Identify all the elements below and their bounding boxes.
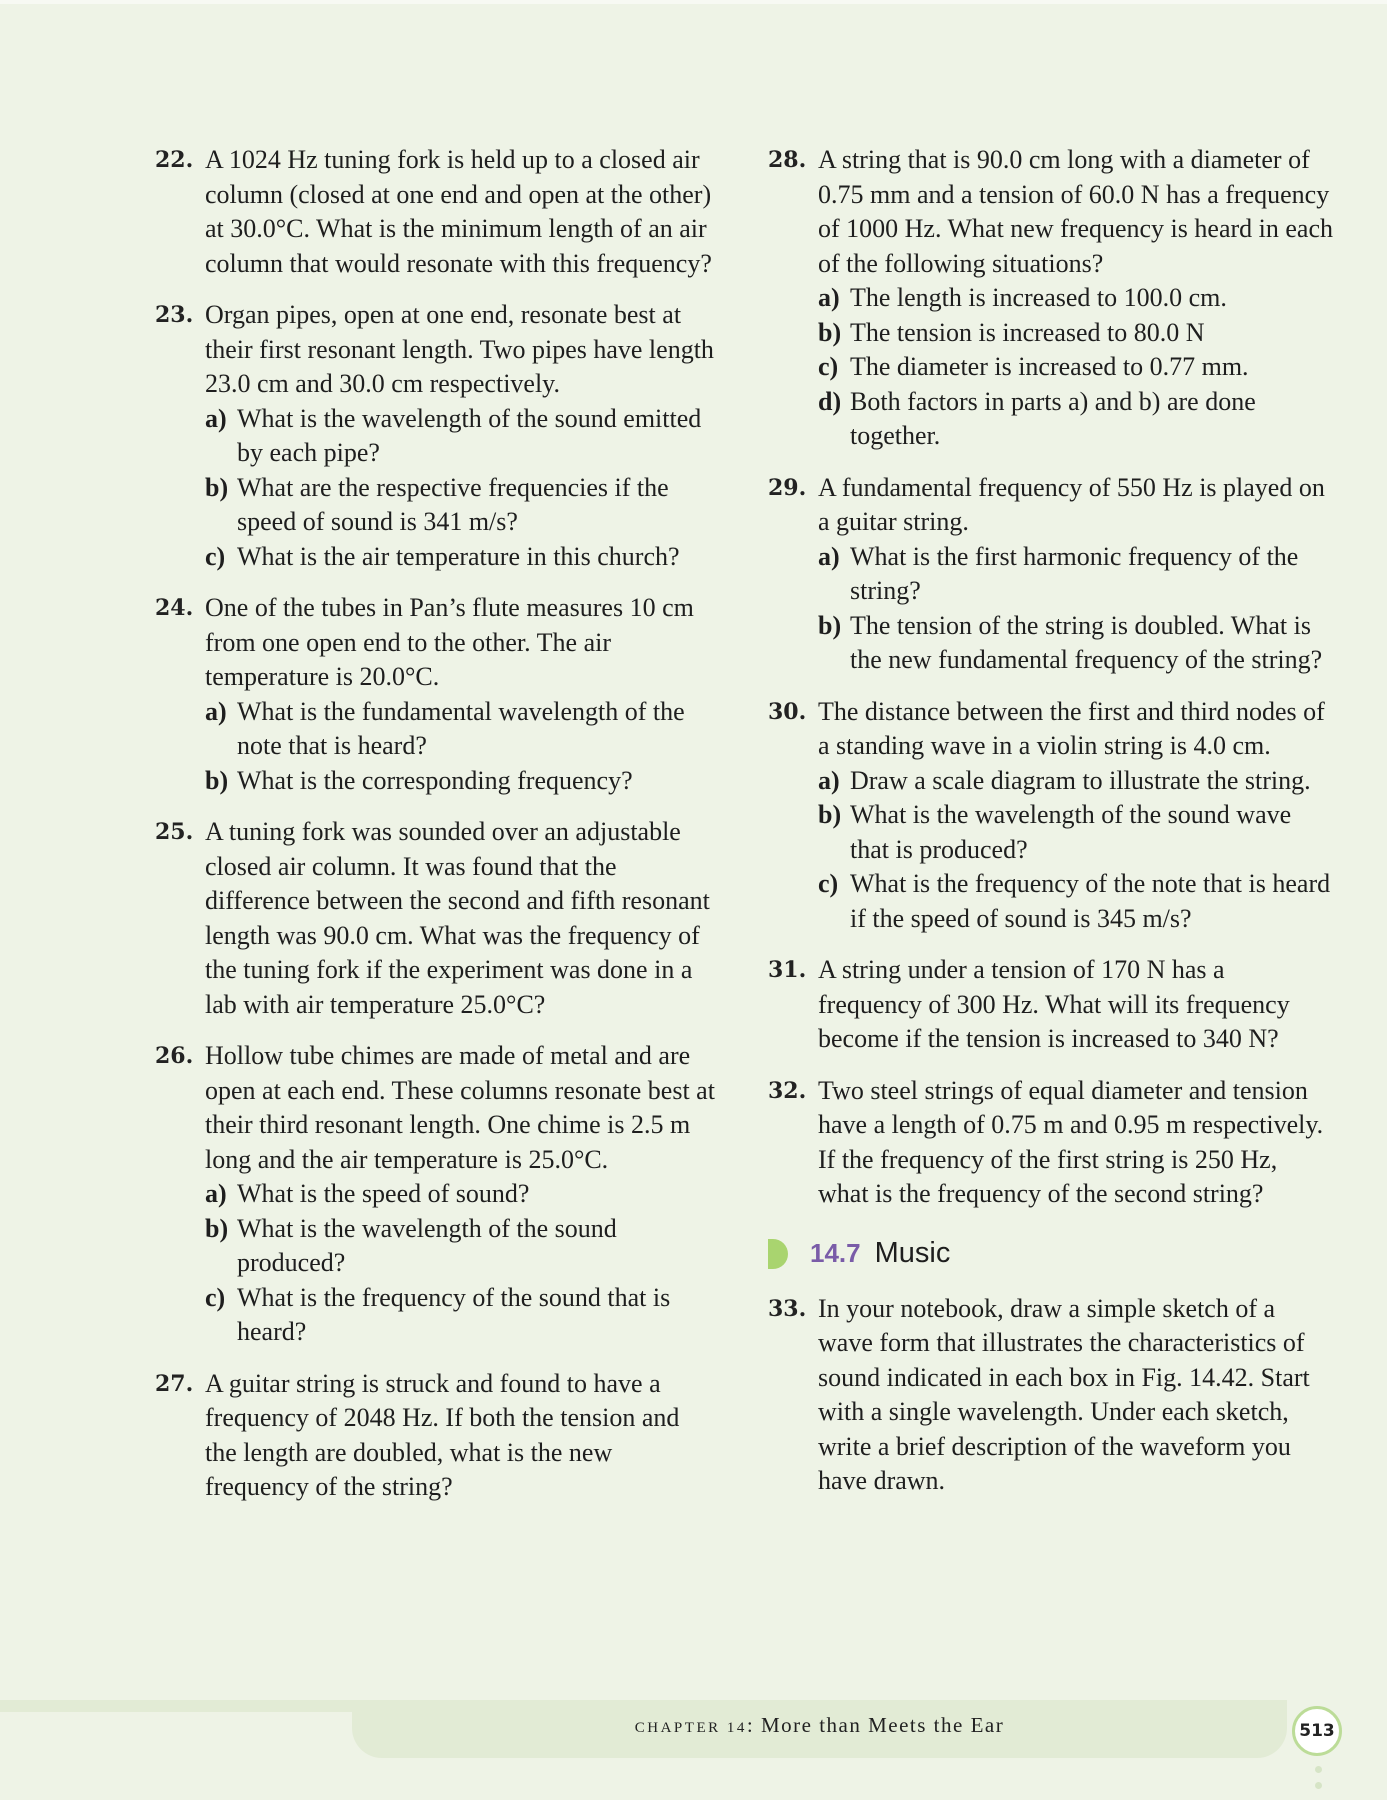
subpart-letter: a) [205,696,227,726]
section-problem-list [768,1292,1333,1499]
subpart-letter: b) [205,472,229,502]
subpart-item [205,1281,715,1350]
subpart-letter: a) [818,283,840,312]
problem-item [768,471,1333,678]
subpart-text: What is the air temperature in this church? [237,541,680,571]
subpart-item [818,609,1333,678]
subpart-letter: a) [205,1179,227,1208]
subpart-item [818,867,1333,936]
problem-text: A string that is 90.0 cm long with a diameter of 0.75 mm and a tension of 60.0 N has a frequency of 1000 Hz. What new frequency is heard in each of the following situations? [818,145,1333,278]
right-column [768,143,1333,1516]
problem-text: A tuning fork was sounded over an adjustable closed air column. It was found that the difference between the second and fifth resonant length was 90.0 cm. What was the frequency of the tuning fork if the experiment was done in a lab with air temperature 25.0°C? [205,817,710,1019]
footer-chapter-label: CHAPTER 14 [634,1720,747,1736]
problem-number: 30. [768,698,807,725]
subpart-item [818,281,1333,316]
subpart-letter: a) [205,403,227,433]
subpart-text: Both factors in parts a) and b) are done together. [850,386,1256,450]
subpart-item [205,1212,715,1281]
problem-number: 29. [768,474,807,501]
section-heading [768,1234,1333,1274]
right-problem-list [768,143,1333,1212]
subpart-list [205,402,715,575]
subpart-letter: b) [205,1213,229,1243]
subpart-letter: b) [818,317,842,347]
problem-item [768,1074,1333,1212]
subpart-list [818,281,1333,454]
subpart-list [818,540,1333,678]
subpart-text: What is the frequency of the note that is heard if the speed of sound is 345 m/s? [850,869,1331,933]
subpart-text: What is the frequency of the sound that is heard? [237,1282,671,1346]
footer-chapter [352,1713,1287,1738]
section-title: Music [874,1237,951,1269]
subpart-item [818,798,1333,867]
subpart-letter: d) [818,386,842,416]
subpart-text: What is the speed of sound? [237,1179,530,1208]
problem-item [155,143,715,281]
subpart-text: What is the wavelength of the sound wave that is produced? [850,800,1292,864]
footer-band-left [0,1700,352,1712]
subpart-item [818,385,1333,454]
problem-number: 23. [155,302,194,328]
problem-text: Hollow tube chimes are made of metal and are open at each end. These columns resonate best at their third resonant length. One chime is 2.5 m long and the air temperature is 25.0°C. [205,1041,715,1174]
subpart-item [205,402,715,471]
problem-item [155,1367,715,1505]
subpart-text: The tension of the string is doubled. What is the new fundamental frequency of the string? [850,610,1323,674]
subpart-letter: c) [205,541,226,571]
problem-number: 33. [768,1295,807,1322]
footer-separator: : [746,1713,761,1737]
page-dot-2 [1315,1782,1322,1789]
subpart-item [818,350,1333,385]
subpart-letter: c) [205,1282,226,1312]
subpart-letter: c) [818,869,839,898]
subpart-text: The length is increased to 100.0 cm. [850,283,1227,312]
problem-text: A 1024 Hz tuning fork is held up to a closed air column (closed at one end and open at the other) at 30.0°C. What is the minimum length of an air column that would resonate with this frequency? [205,145,712,278]
subpart-list [205,1177,715,1350]
subpart-text: What are the respective frequencies if the speed of sound is 341 m/s? [237,472,669,536]
subpart-item [205,764,715,799]
left-column [155,143,715,1522]
problem-text: A string under a tension of 170 N has a frequency of 300 Hz. What will its frequency become if the tension is increased to 340 N? [818,955,1290,1053]
subpart-letter: c) [818,352,839,381]
problem-number: 26. [155,1043,194,1069]
subpart-text: The tension is increased to 80.0 N [850,317,1205,347]
subpart-letter: b) [205,765,229,795]
problem-item [768,1292,1333,1499]
problem-item [155,298,715,574]
problem-number: 24. [155,595,194,621]
section-number: 14.7 [810,1238,861,1268]
problem-item [768,953,1333,1057]
problem-text: Organ pipes, open at one end, resonate best at their first resonant length. Two pipes have length 23.0 cm and 30.0 cm respectively. [205,300,714,398]
problem-text: A fundamental frequency of 550 Hz is played on a guitar string. [818,472,1325,536]
page-top-edge [0,0,1387,4]
problem-text: In your notebook, draw a simple sketch of a wave form that illustrates the characteristics of sound indicated in each box in Fig. 14.42. Start with a single wavelength. Under each sketch, write a brief description of the waveform you have drawn. [818,1293,1310,1495]
problem-item [155,1039,715,1350]
problem-item [768,695,1333,937]
subpart-text: What is the wavelength of the sound produced? [237,1213,617,1277]
subpart-text: What is the fundamental wavelength of the note that is heard? [237,696,685,760]
problem-item [768,143,1333,454]
subpart-list [205,695,715,799]
problem-text: Two steel strings of equal diameter and tension have a length of 0.75 m and 0.95 m respectively. If the frequency of the first string is 250 Hz, what is the frequency of the second string? [818,1075,1324,1208]
subpart-item [818,764,1333,799]
problem-number: 22. [155,147,194,173]
subpart-text: Draw a scale diagram to illustrate the string. [850,765,1311,795]
problem-number: 31. [768,957,807,983]
problem-item [155,815,715,1022]
subpart-text: What is the first harmonic frequency of the string? [850,541,1299,605]
section-marker-icon [768,1239,788,1269]
subpart-text: What is the corresponding frequency? [237,765,633,795]
subpart-text: What is the wavelength of the sound emitted by each pipe? [237,403,702,467]
page-dot-1 [1315,1766,1322,1773]
subpart-item [818,316,1333,351]
problem-number: 27. [155,1370,194,1397]
problem-text: One of the tubes in Pan’s flute measures 10 cm from one open end to the other. The air temperature is 20.0°C. [205,593,694,691]
page-number: 513 [1292,1706,1342,1756]
subpart-letter: a) [818,765,840,795]
subpart-item [205,695,715,764]
subpart-item [818,540,1333,609]
footer-chapter-title: More than Meets the Ear [760,1713,1005,1737]
subpart-letter: a) [818,541,840,571]
problem-number: 28. [768,147,807,173]
subpart-letter: b) [818,610,842,640]
subpart-item [205,540,715,575]
problem-number: 32. [768,1077,807,1104]
problem-text: The distance between the first and third nodes of a standing wave in a violin string is 4.0 cm. [818,696,1325,760]
subpart-text: The diameter is increased to 0.77 mm. [850,352,1249,381]
subpart-item [205,1177,715,1212]
subpart-letter: b) [818,800,842,829]
problem-text: A guitar string is struck and found to have a frequency of 2048 Hz. If both the tension and the length are doubled, what is the new frequency of the string? [205,1368,680,1501]
subpart-item [205,471,715,540]
problem-item [155,591,715,798]
subpart-list [818,764,1333,937]
problem-number: 25. [155,819,194,845]
